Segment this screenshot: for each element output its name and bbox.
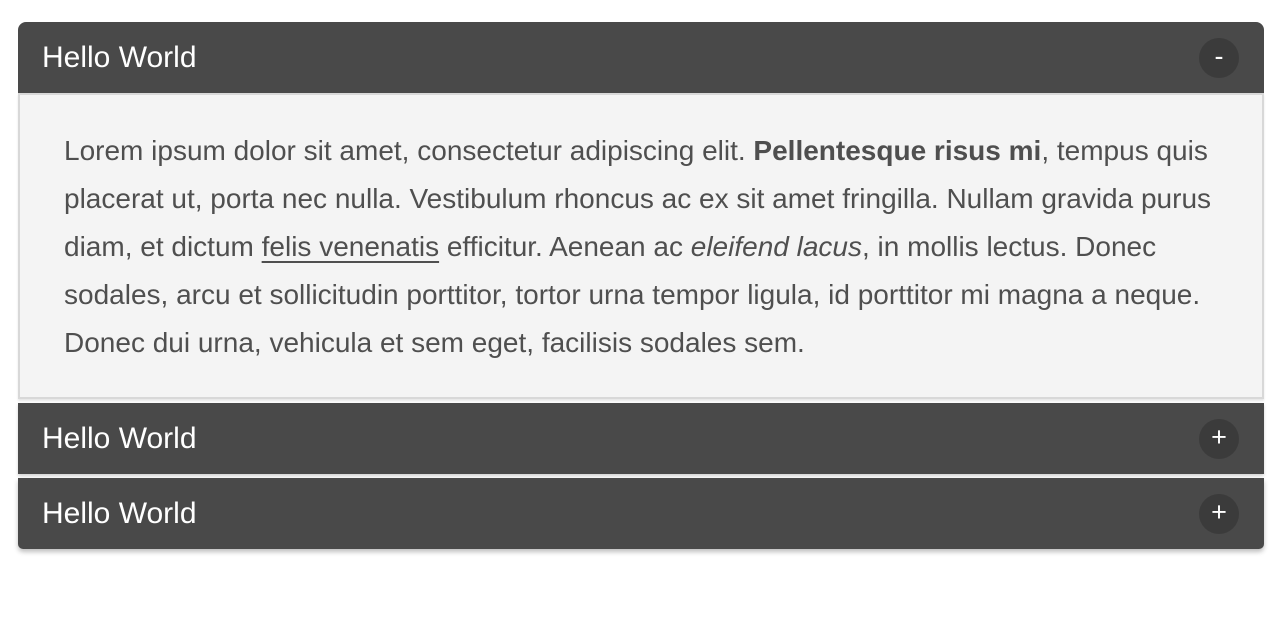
text-segment-bold: Pellentesque risus mi [753, 135, 1042, 166]
accordion-item-1 [18, 22, 1264, 399]
panel-paragraph [64, 127, 1212, 367]
plus-icon: + [1211, 422, 1227, 452]
accordion-header-2[interactable] [18, 403, 1264, 474]
accordion-item-2 [18, 403, 1264, 474]
text-segment-italic: eleifend lacus [690, 231, 862, 262]
accordion [18, 22, 1264, 549]
minus-icon: - [1214, 41, 1224, 71]
accordion-item-3 [18, 478, 1264, 549]
accordion-title: Hello World [42, 496, 197, 530]
accordion-title: Hello World [42, 421, 197, 455]
accordion-panel [18, 93, 1264, 399]
text-segment-underline: felis venenatis [261, 231, 440, 262]
plus-icon: + [1211, 497, 1227, 527]
text-segment-normal: efficitur. Aenean ac [439, 231, 691, 262]
expand-button[interactable] [1199, 494, 1239, 534]
collapse-button[interactable] [1199, 38, 1239, 78]
text-segment-normal: , in mollis lectus. Donec sodales, arcu et sollicitudin porttitor, tortor urna tempor ligula, id porttitor mi magna a neque. Donec dui urna, vehicula et sem eget, facilisis sodales sem. [64, 231, 1201, 358]
text-segment-normal: , tempus quis placerat ut, porta nec nulla. Vestibulum rhoncus ac ex sit amet fringilla. Nullam gravida purus diam, et dictum [64, 135, 1212, 262]
accordion-title: Hello World [42, 40, 197, 74]
accordion-header-3[interactable] [18, 478, 1264, 549]
expand-button[interactable] [1199, 419, 1239, 459]
text-segment-normal: Lorem ipsum dolor sit amet, consectetur adipiscing elit. [64, 135, 754, 166]
accordion-header-1[interactable] [18, 22, 1264, 93]
